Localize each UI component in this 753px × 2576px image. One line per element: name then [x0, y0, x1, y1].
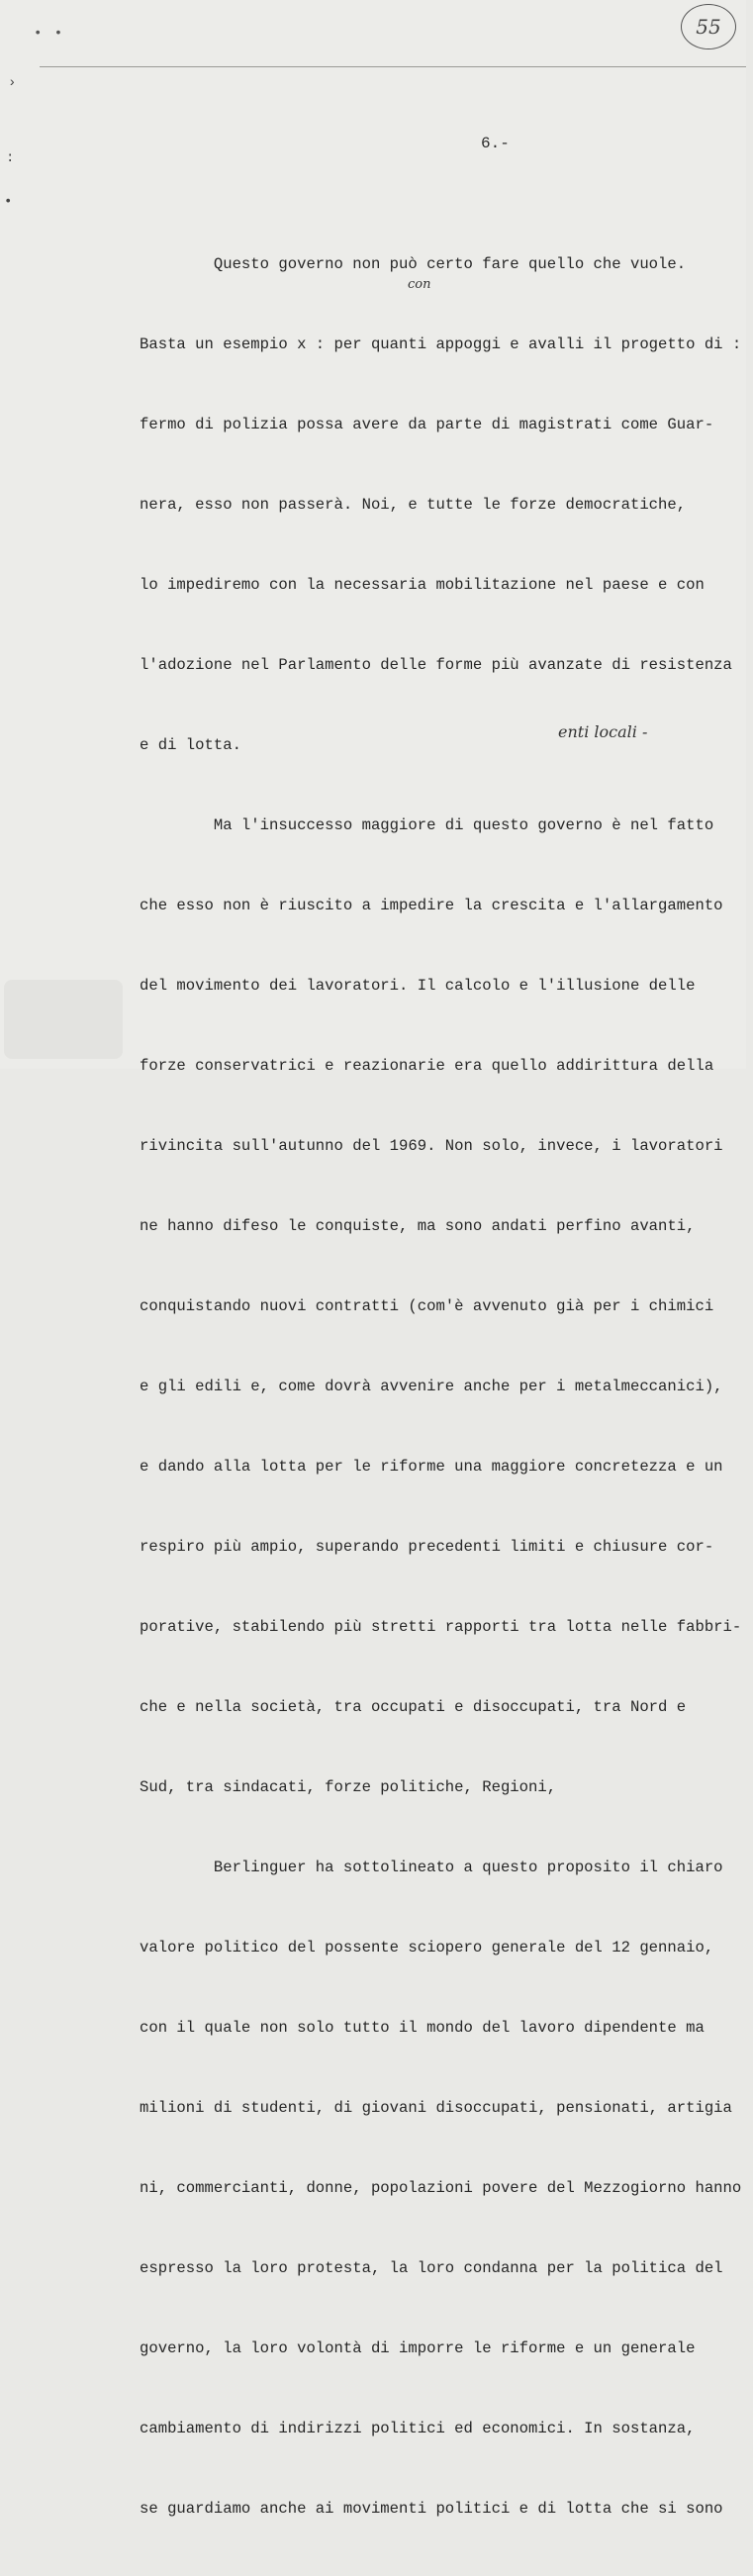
- text-line: con il quale non solo tutto il mondo del lavoro dipendente ma: [140, 2019, 705, 2037]
- text-line: forze conservatrici e reazionarie era quello addirittura della: [140, 1057, 714, 1075]
- paper-specks: • •: [34, 26, 65, 42]
- text-line: rivincita sull'autunno del 1969. Non solo, invece, i lavoratori: [140, 1137, 723, 1155]
- text-line: Ma l'insuccesso maggiore di questo governo è nel fatto: [140, 816, 714, 834]
- text-line: e di lotta.: [140, 736, 241, 754]
- margin-mark: :: [6, 150, 15, 166]
- margin-mark: •: [4, 194, 13, 210]
- margin-mark: ›: [8, 75, 17, 91]
- text-line: Sud, tra sindacati, forze politiche, Regioni,: [140, 1778, 557, 1796]
- text-line: Questo governo non può certo fare quello che vuole.: [140, 255, 687, 273]
- text-line: conquistando nuovi contratti (com'è avvenuto già per i chimici: [140, 1297, 714, 1315]
- text-line: valore politico del possente sciopero generale del 12 gennaio,: [140, 1939, 714, 1956]
- archive-page-stamp: 55: [681, 4, 736, 49]
- text-line: ni, commercianti, donne, popolazioni povere del Mezzogiorno hanno: [140, 2179, 742, 2197]
- text-line: e gli edili e, come dovrà avvenire anche per i metalmeccanici),: [140, 1378, 723, 1395]
- text-line: fermo di polizia possa avere da parte di magistrati come Guar-: [140, 416, 714, 433]
- typed-body-text: [140, 198, 753, 2576]
- text-line: Berlinguer ha sottolineato a questo proposito il chiaro: [140, 1859, 723, 1876]
- faded-archive-watermark: [4, 980, 123, 1059]
- text-line: respiro più ampio, superando precedenti limiti e chiusure cor-: [140, 1538, 714, 1556]
- text-line: milioni di studenti, di giovani disoccupati, pensionati, artigia: [140, 2099, 732, 2117]
- text-line: lo impediremo con la necessaria mobilitazione nel paese e con: [140, 576, 705, 594]
- fold-line: [40, 66, 746, 67]
- text-line: governo, la loro volontà di imporre le riforme e un generale: [140, 2339, 696, 2357]
- page-number: 6.-: [481, 135, 510, 152]
- text-line: ne hanno difeso le conquiste, ma sono andati perfino avanti,: [140, 1217, 696, 1235]
- text-line: l'adozione nel Parlamento delle forme più avanzate di resistenza: [140, 656, 732, 674]
- text-line: porative, stabilendo più stretti rapporti tra lotta nelle fabbri-: [140, 1618, 742, 1636]
- handwritten-insertion-con: con: [408, 277, 431, 292]
- text-line: del movimento dei lavoratori. Il calcolo e l'illusione delle: [140, 977, 696, 995]
- text-line: che esso non è riuscito a impedire la crescita e l'allargamento: [140, 897, 723, 914]
- text-line: nera, esso non passerà. Noi, e tutte le forze democratiche,: [140, 496, 687, 514]
- text-line: Basta un esempio x : per quanti appoggi e avalli il progetto di :: [140, 335, 742, 353]
- text-line: espresso la loro protesta, la loro condanna per la politica del: [140, 2259, 723, 2277]
- text-line: se guardiamo anche ai movimenti politici e di lotta che si sono: [140, 2500, 723, 2518]
- handwritten-insertion-enti-locali: enti locali -: [558, 722, 648, 741]
- text-line: e dando alla lotta per le riforme una maggiore concretezza e un: [140, 1458, 723, 1476]
- text-line: che e nella società, tra occupati e disoccupati, tra Nord e: [140, 1698, 687, 1716]
- text-line: cambiamento di indirizzi politici ed economici. In sostanza,: [140, 2420, 696, 2437]
